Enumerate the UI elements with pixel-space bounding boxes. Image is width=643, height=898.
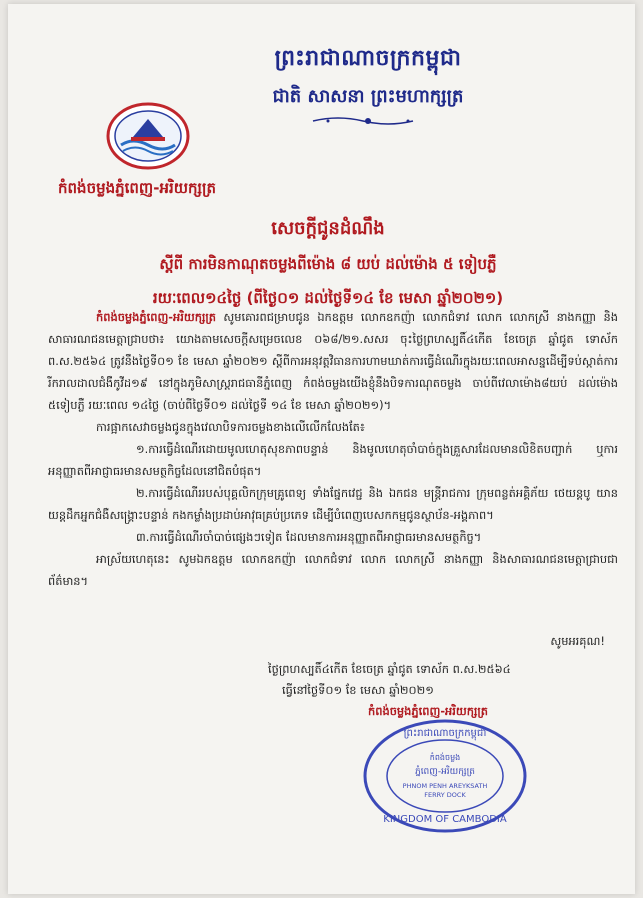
exception-item-2: ២.ការធ្វើដំណើររបស់បុគ្គលិកក្រុមគ្រូពេទ្យ ទាំងផ្នែកវេជ្ជ និង ឯកជន មន្ត្រីរាជការ ក្រុមពន្លត់អគ្គិភ័យ ថេយន្តបូ យានយន្តដឹកអ្នកជំងឺសង្គ្រោះបន្ទាន់ កងកម្លាំងប្រដាប់អាវុធគ្រប់ប្រភេទ ដើម្បីបំពេញបេសកកម្មជូនស្ថាប័ន-អង្គភាព។ xyxy=(48,486,618,522)
kingdom-title: ព្រះរាជាណាចក្រកម្ពុជា xyxy=(274,46,462,71)
seal-bottom-text: KINGDOM OF CAMBODIA xyxy=(383,814,507,825)
exception-item-1: ១.ការធ្វើដំណើរដោយមូលហេតុសុខភាពបន្ទាន់ និងមូលហេតុចាំបាច់ក្នុងគ្រួសារដែលមានលិខិតបញ្ជាក់ ឬការអនុញ្ញាតពីអាជ្ញាធរមានសមត្ថកិច្ចដែលនៅជិតបំផុត។ xyxy=(48,442,618,478)
notice-title: សេចក្តីជូនដំណឹង xyxy=(271,218,385,239)
notice-body xyxy=(48,306,618,592)
company-logo xyxy=(103,99,193,174)
document-page xyxy=(8,4,635,894)
paragraph-intro xyxy=(48,306,618,416)
organization-name: កំពង់ចម្លងភ្នំពេញ-អរិយក្សត្រ xyxy=(58,179,216,197)
notice-subject: ស្តីពី ការមិនកាណុតចម្លងពីម៉ោង ៨ យប់ ដល់ម៉ោង ៥ ទៀបភ្លឺ xyxy=(159,255,497,273)
national-motto: ជាតិ សាសនា ព្រះមហាក្សត្រ xyxy=(272,86,464,107)
exception-item-3: ៣.ការធ្វើដំណើរចាំបាច់ផ្សេងៗទៀត ដែលមានការអនុញ្ញាតពីអាជ្ញាធរមានសមត្ថកិច្ច។ xyxy=(136,530,482,544)
seal-center-text-1: កំពង់ចម្លង xyxy=(429,753,461,762)
paragraph-closing: អាស្រ័យហេតុនេះ សូមឯកឧត្តម លោកឧកញ៉ា លោកជំទាវ លោក លោកស្រី នាងកញ្ញា និងសាធារណជនមេត្តាជ្រាបជាព័ត៌មាន។ xyxy=(48,552,618,588)
date-signature-block xyxy=(268,659,588,722)
signatory-organization: កំពង់ចម្លងភ្នំពេញ-អរិយក្សត្រ xyxy=(368,704,488,718)
thanks-text: សូមអរគុណ! xyxy=(550,634,605,648)
letter-header xyxy=(208,44,528,133)
organization-inline: កំពង់ចម្លងភ្នំពេញ-អរិយក្សត្រ xyxy=(96,310,216,324)
ornament-divider xyxy=(308,113,428,129)
seal-center-text-2: ភ្នំពេញ-អរិយក្សត្រ xyxy=(414,767,476,777)
seal-english-2: FERRY DOCK xyxy=(424,791,466,799)
paragraph-exceptions: ការផ្អាកសេវាចម្លងជូនក្នុងវេលាបិទការចម្លងខាងលើលើកលែងតែ៖ xyxy=(96,420,365,434)
paragraph-intro-text: សូមគោរពជម្រាបជូន ឯកឧត្តម លោកឧកញ៉ា លោកជំទាវ លោក លោកស្រី នាងកញ្ញា និងសាធារណជនមេត្តាជ្រាបថា៖ យោងតាមសេចក្តីសម្រេចលេខ ០៦៨/២១.សសរ ចុះថ្ងៃព្រហស្បតិ៍៤កើត ខែចេត្រ ឆ្នាំជូត ទោស័ក ព.ស.២៥៦៤ ត្រូវនឹងថ្ងៃទី០១ ខែ មេសា ឆ្នាំ២០២១ ស្តីពីការអនុវត្តវិធានការហាមឃាត់ការធ្វើដំណើរក្នុងរយៈពេលអាសន្នដើម្បីទប់ស្កាត់ការរីករាលដាលជំងឺកូវីដ១៩ នៅក្នុងភូមិសាស្ត្ររាជធានីភ្នំពេញ កំពង់ចម្លងយើងខ្ញុំនឹងបិទការណុតចម្លង ចាប់ពីវេលាម៉ោង៨យប់ ដល់ម៉ោង ៥ទៀបភ្លឺ រយៈពេល ១៤ថ្ងៃ (ចាប់ពីថ្ងៃទី០១ ដល់ថ្ងៃទី ១៤ ខែ មេសា ឆ្នាំ២០២១)។ xyxy=(48,310,618,412)
solar-date: ធ្វើនៅថ្ងៃទី០១ ខែ មេសា ឆ្នាំ២០២១ xyxy=(282,683,434,697)
lunar-date: ថ្ងៃព្រហស្បតិ៍៤កើត ខែចេត្រ ឆ្នាំជូត ទោស័ក ព.ស.២៥៦៤ xyxy=(268,662,511,676)
seal-english-1: PHNOM PENH AREYKSATH xyxy=(402,782,488,790)
official-seal xyxy=(360,716,530,836)
notice-title-block xyxy=(48,216,608,311)
notice-period: រយៈពេល១៤ថ្ងៃ (ពីថ្ងៃ០១ ដល់ថ្ងៃទី១៤ ខែ មេសា ឆ្នាំ២០២១) xyxy=(152,289,504,307)
seal-top-text: ព្រះរាជាណាចក្រកម្ពុជា xyxy=(403,728,487,739)
